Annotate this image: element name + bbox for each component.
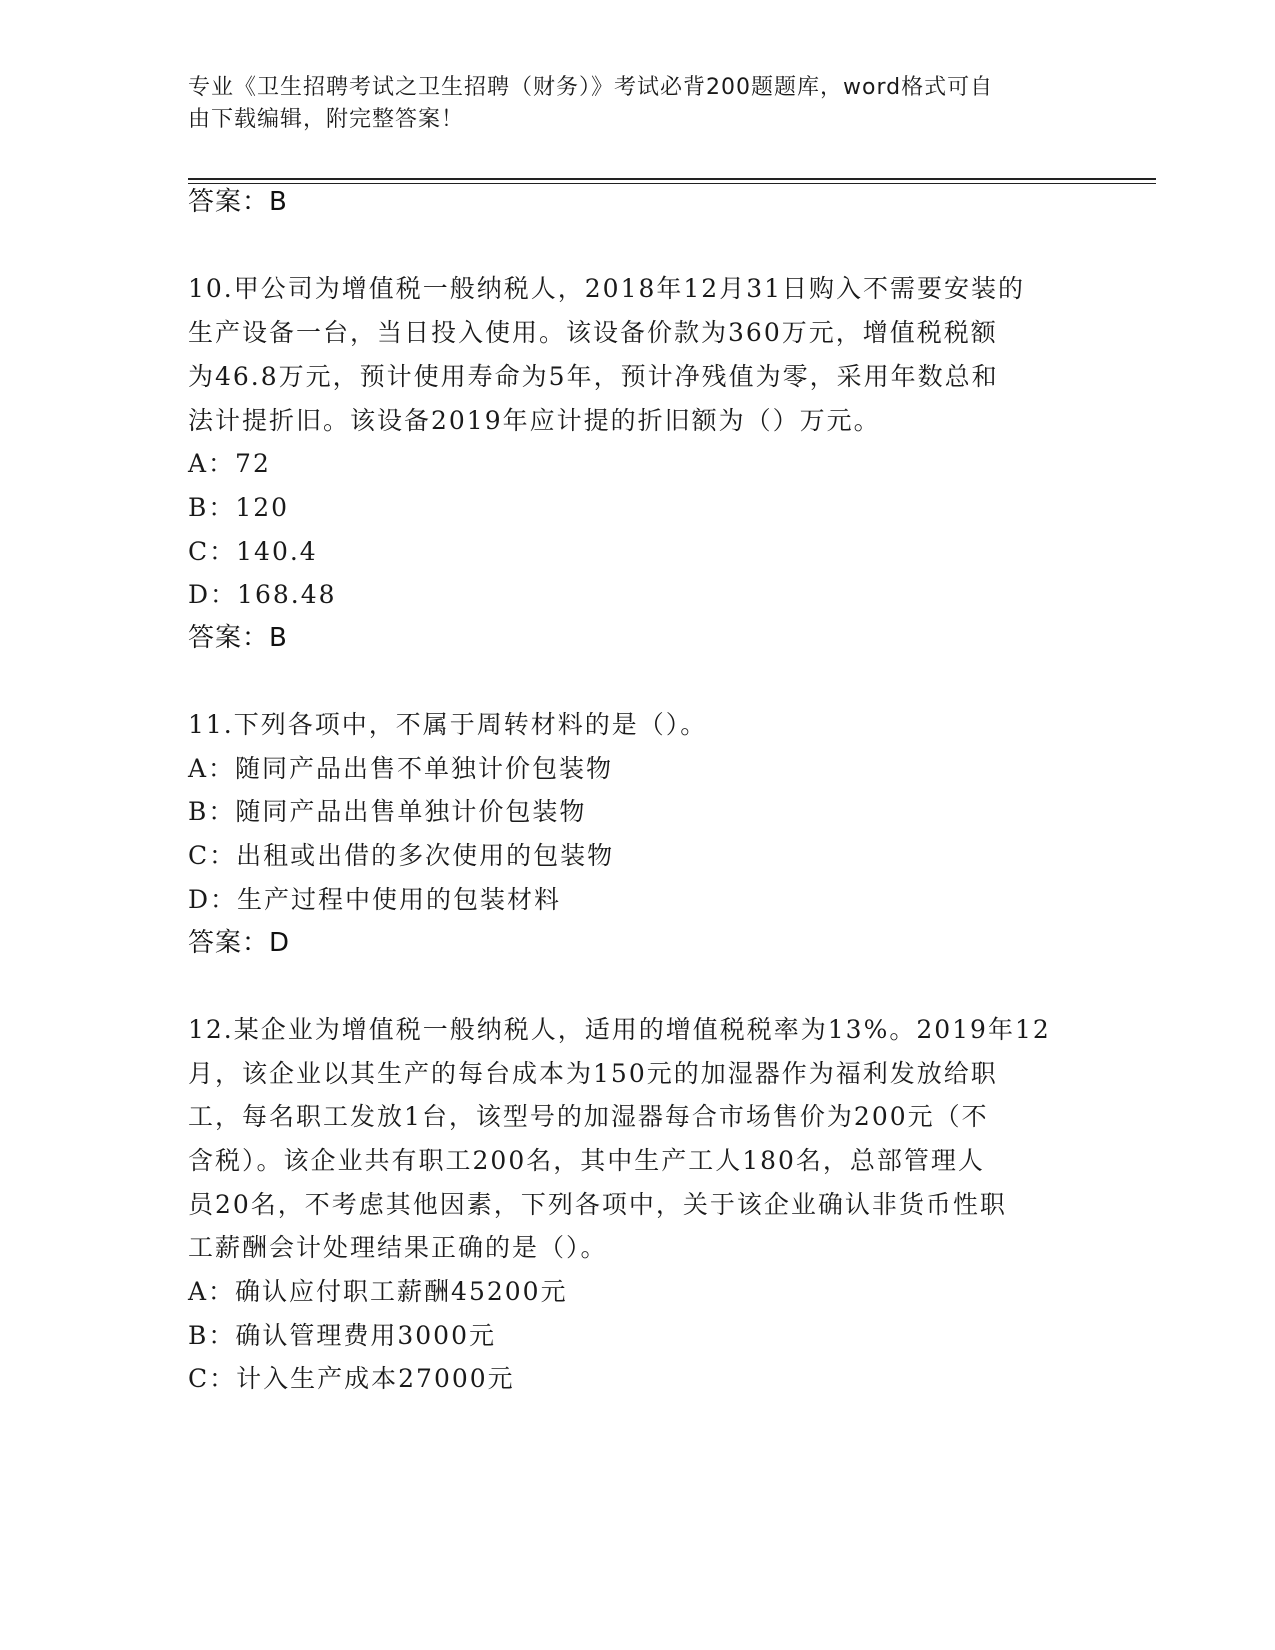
question-12-stem-line: 含税）。该企业共有职工200名，其中生产工人180名，总部管理人 — [188, 1146, 985, 1175]
header-note-line-2: 由下载编辑，附完整答案！ — [188, 107, 465, 132]
question-12-stem-line: 月，该企业以其生产的每台成本为150元的加湿器作为福利发放给职 — [188, 1059, 998, 1088]
header-note-line-1: 专业《卫生招聘考试之卫生招聘（财务）》考试必背200题题库，word格式可自 — [188, 75, 994, 100]
question-11-option-c: C：出租或出借的多次使用的包装物 — [188, 841, 615, 870]
question-10-option-d: D：168.48 — [188, 580, 337, 609]
question-12-option-b: B：确认管理费用3000元 — [188, 1321, 496, 1350]
question-11-option-a: A：随同产品出售不单独计价包装物 — [188, 754, 614, 783]
question-10-stem-line: 法计提折旧。该设备2019年应计提的折旧额为（）万元。 — [188, 406, 881, 435]
question-12-stem-line: 12.某企业为增值税一般纳税人，适用的增值税税率为13%。2019年12 — [188, 1015, 1051, 1044]
header-divider-thin — [188, 183, 1156, 184]
question-10-option-b: B：120 — [188, 493, 290, 522]
question-11-option-d: D：生产过程中使用的包装材料 — [188, 885, 562, 914]
question-12-stem-line: 工薪酬会计处理结果正确的是（）。 — [188, 1233, 608, 1262]
question-11-option-b: B：随同产品出售单独计价包装物 — [188, 797, 587, 826]
question-11-stem-line: 11.下列各项中，不属于周转材料的是（）。 — [188, 710, 708, 739]
question-10-stem-line: 10.甲公司为增值税一般纳税人，2018年12月31日购入不需要安装的 — [188, 274, 1026, 303]
question-12-option-a: A：确认应付职工薪酬45200元 — [188, 1277, 568, 1306]
previous-answer: 答案：B — [188, 187, 288, 217]
header-divider-thick — [188, 178, 1156, 180]
question-11-answer: 答案：D — [188, 928, 291, 958]
question-10-option-c: C：140.4 — [188, 537, 318, 566]
question-12-stem-line: 员20名，不考虑其他因素，下列各项中，关于该企业确认非货币性职 — [188, 1190, 1007, 1219]
question-10-stem-line: 生产设备一台，当日投入使用。该设备价款为360万元，增值税税额 — [188, 318, 998, 347]
question-12-option-c: C：计入生产成本27000元 — [188, 1364, 515, 1393]
question-10-option-a: A：72 — [188, 449, 271, 478]
document-header-note — [188, 72, 1088, 136]
question-12-stem-line: 工，每名职工发放1台，该型号的加湿器每合市场售价为200元（不 — [188, 1102, 989, 1131]
question-10-answer: 答案：B — [188, 623, 288, 653]
question-10-stem-line: 为46.8万元，预计使用寿命为5年，预计净残值为零，采用年数总和 — [188, 362, 999, 391]
